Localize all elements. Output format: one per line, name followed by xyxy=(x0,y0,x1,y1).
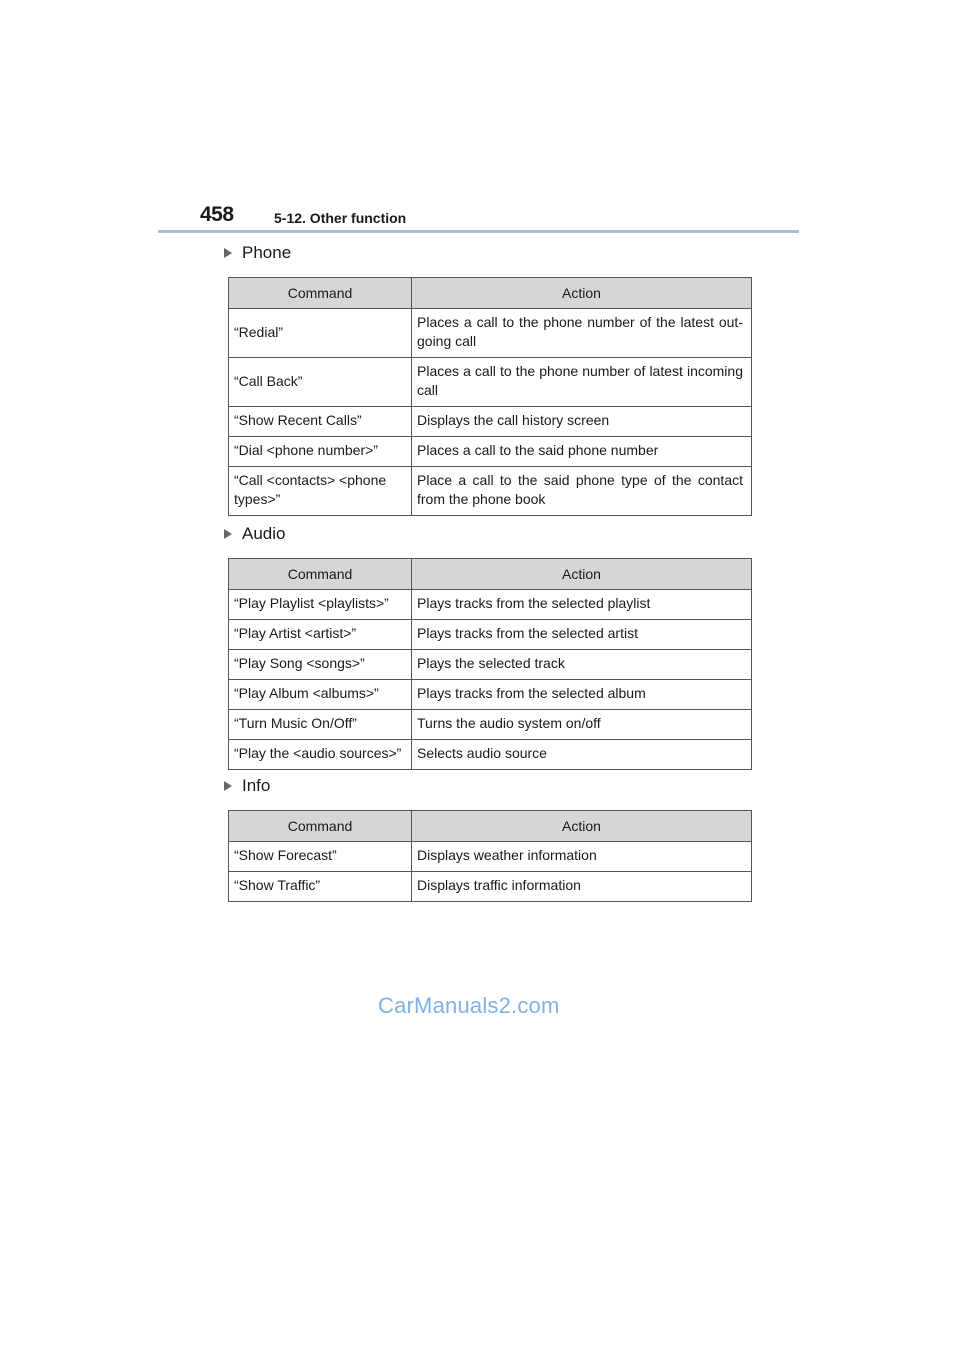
phone-title: Phone xyxy=(242,243,292,262)
table-header-row xyxy=(229,278,752,309)
table-row xyxy=(229,872,752,902)
action-cell: Displays weather information xyxy=(412,842,752,872)
command-cell: “Play Artist <artist>” xyxy=(229,620,412,650)
table-row xyxy=(229,680,752,710)
table-row xyxy=(229,437,752,467)
command-cell: “Show Forecast” xyxy=(229,842,412,872)
action-cell: Turns the audio system on/off xyxy=(412,710,752,740)
section-title: 5-12. Other function xyxy=(274,210,407,226)
command-cell: “Play Album <albums>” xyxy=(229,680,412,710)
command-cell: “Dial <phone number>” xyxy=(229,437,412,467)
action-cell: Places a call to the said phone number xyxy=(412,437,752,467)
action-cell: Place a call to the said phone type of the contact from the phone book xyxy=(412,467,752,516)
column-header-action: Action xyxy=(412,278,752,309)
column-header-action: Action xyxy=(412,811,752,842)
table-row xyxy=(229,358,752,407)
info-command-table xyxy=(228,810,752,902)
table-row xyxy=(229,740,752,770)
action-cell: Places a call to the phone number of latest incoming call xyxy=(412,358,752,407)
audio-command-table xyxy=(228,558,752,770)
action-cell: Places a call to the phone number of the latest out-going call xyxy=(412,309,752,358)
command-cell: “Show Traffic” xyxy=(229,872,412,902)
audio-title: Audio xyxy=(242,524,286,543)
command-cell: “Redial” xyxy=(229,309,412,358)
table-row xyxy=(229,650,752,680)
column-header-command: Command xyxy=(229,278,412,309)
table-header-row xyxy=(229,559,752,590)
command-cell: “Play the <audio sources>” xyxy=(229,740,412,770)
table-row xyxy=(229,590,752,620)
triangle-bullet-icon xyxy=(224,529,232,539)
command-cell: “Call <contacts> <phone types>” xyxy=(229,467,412,516)
watermark: CarManuals2.com xyxy=(378,993,560,1018)
command-cell: “Play Playlist <playlists>” xyxy=(229,590,412,620)
command-cell: “Turn Music On/Off” xyxy=(229,710,412,740)
action-cell: Selects audio source xyxy=(412,740,752,770)
table-row xyxy=(229,710,752,740)
table-row xyxy=(229,309,752,358)
phone-command-table xyxy=(228,277,752,516)
table-header-row xyxy=(229,811,752,842)
table-row xyxy=(229,620,752,650)
column-header-command: Command xyxy=(229,559,412,590)
action-cell: Displays the call history screen xyxy=(412,407,752,437)
triangle-bullet-icon xyxy=(224,781,232,791)
action-cell: Plays tracks from the selected album xyxy=(412,680,752,710)
phone-subheading xyxy=(224,243,291,263)
page-header xyxy=(158,200,799,233)
table-row xyxy=(229,407,752,437)
info-subheading xyxy=(224,776,270,796)
command-cell: “Call Back” xyxy=(229,358,412,407)
column-header-action: Action xyxy=(412,559,752,590)
action-cell: Plays tracks from the selected playlist xyxy=(412,590,752,620)
action-cell: Plays tracks from the selected artist xyxy=(412,620,752,650)
command-cell: “Play Song <songs>” xyxy=(229,650,412,680)
action-cell: Displays traffic information xyxy=(412,872,752,902)
table-row xyxy=(229,467,752,516)
page-number: 458 xyxy=(200,203,234,226)
command-cell: “Show Recent Calls” xyxy=(229,407,412,437)
column-header-command: Command xyxy=(229,811,412,842)
action-cell: Plays the selected track xyxy=(412,650,752,680)
triangle-bullet-icon xyxy=(224,248,232,258)
audio-subheading xyxy=(224,524,285,544)
info-title: Info xyxy=(242,776,271,795)
table-row xyxy=(229,842,752,872)
